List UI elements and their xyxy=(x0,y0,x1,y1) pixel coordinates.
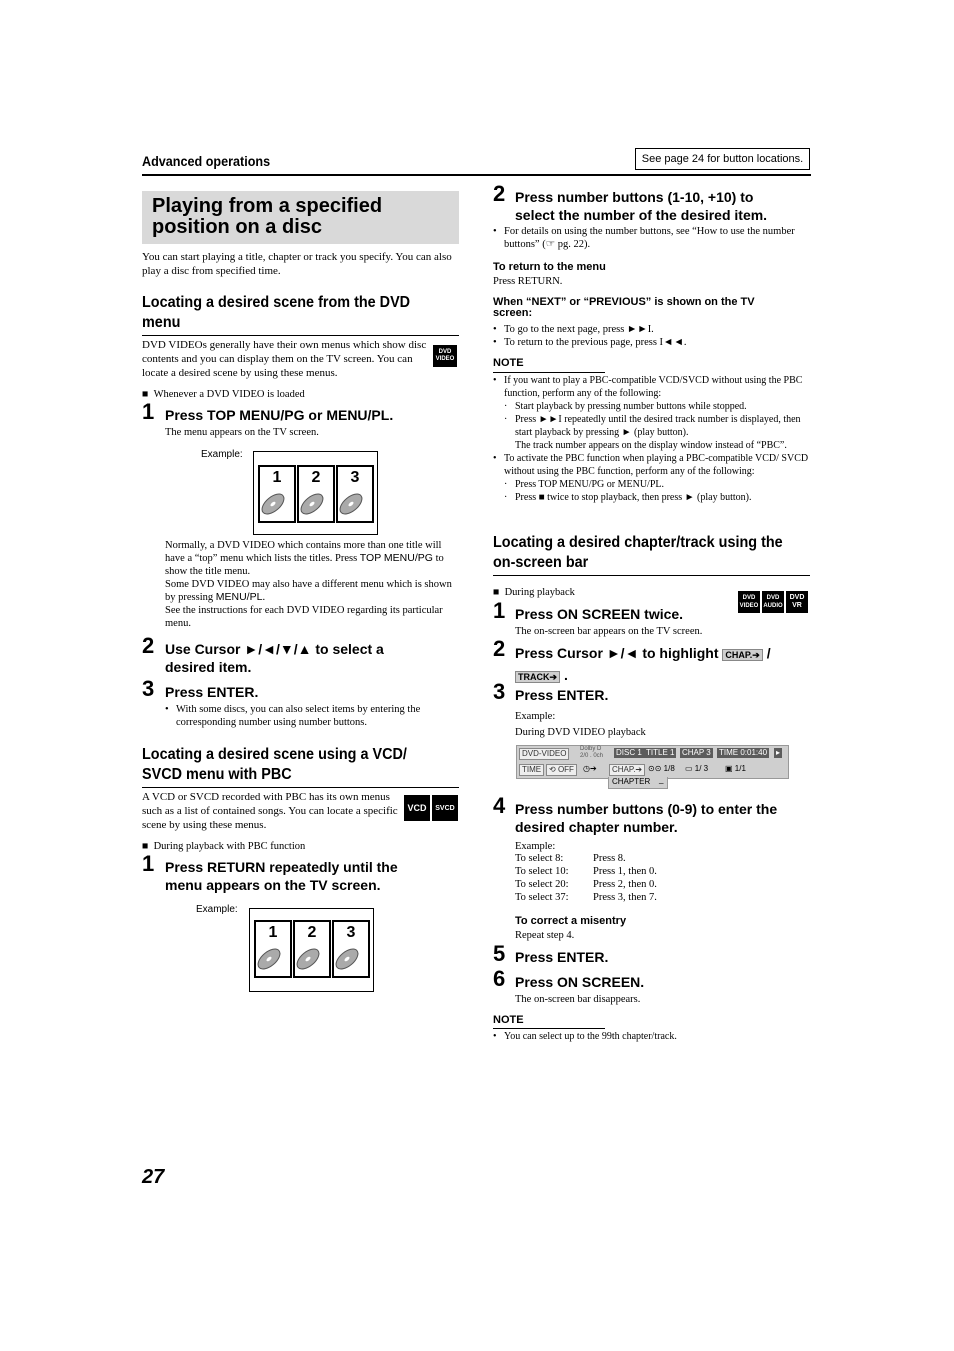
example-sub: During DVD VIDEO playback xyxy=(515,727,646,738)
step-number: 2 xyxy=(493,636,506,661)
next-prev-list: • To go to the next page, press ►►I. • To return to the previous page, press I◄◄. xyxy=(493,324,687,348)
step-number: 2 xyxy=(142,633,155,658)
chapter-note: • You can select up to the 99th chapter/track. xyxy=(493,1031,677,1042)
osd-time: TIME 0:01:40 xyxy=(719,748,768,757)
subheading: To return to the menu xyxy=(493,261,606,273)
step-number: 1 xyxy=(142,851,155,876)
dvd-video-badge: DVD VIDEO xyxy=(738,591,760,613)
note-label: NOTE xyxy=(493,357,524,369)
pbc-note-list: • If you want to play a PBC-compatible VCD/SVCD without using the PBC function, perform any of the following: · Start playback by pressing number buttons while stopped. · Press ►►I repeatedly until the desired track number is displayed, then start playback by pressing ► (play button). The track number appears on the display window instead of “PBC”. • To activate the PBC function when playing a PBC-compatible VCD/ SVCD without using the PBC function, perform any of the following: · Press TOP MENU/PG or MENU/PL. · Press ■ twice to stop playback, then press ► (play button). xyxy=(493,375,809,503)
menu-card: 2 xyxy=(297,465,335,523)
disc-icon xyxy=(338,467,372,521)
osd-next-icon: ▸ xyxy=(776,748,781,757)
step-instruction: Press TOP MENU/PG or MENU/PL. xyxy=(165,407,394,423)
step-note: • With some discs, you can also select items by entering the corresponding number using number buttons. xyxy=(165,704,421,728)
menu-card: 1 xyxy=(254,920,292,978)
header-rule xyxy=(142,174,811,176)
svcd-badge: SVCD xyxy=(432,795,458,821)
osd-audio-format: Dolby D 2/0 . 0ch xyxy=(580,746,604,759)
example-pbc-menu-screen xyxy=(249,908,374,992)
osd-angle-icon: ▣ 1/1 xyxy=(725,764,746,773)
step-number: 2 xyxy=(493,181,506,206)
step-number: 4 xyxy=(493,793,506,818)
osd-repeat: ⟲ OFF xyxy=(546,764,577,776)
osd-title: TITLE 1 xyxy=(646,748,675,757)
table-row: To select 37: Press 3, then 7. xyxy=(515,892,657,903)
step-instruction: Use Cursor ►/◄/▼/▲ to select a desired item. xyxy=(165,641,384,675)
step-instruction: Press Cursor ►/◄ to highlight CHAP.➔ / TRACK➔ . xyxy=(515,645,771,683)
menu-card: 1 xyxy=(258,465,296,523)
step-instruction: Press ON SCREEN twice. xyxy=(515,606,684,622)
osd-disc: DISC 1 xyxy=(616,748,642,757)
section2-heading: Locating a desired scene using a VCD/ SVCD menu with PBC xyxy=(142,746,407,783)
step-instruction: Press ENTER. xyxy=(515,949,609,965)
disc-icon xyxy=(334,922,368,976)
section-header: Advanced operations xyxy=(142,153,271,169)
note-label: NOTE xyxy=(493,1014,524,1026)
return-instruction: Press RETURN. xyxy=(493,276,563,287)
example-label: Example: xyxy=(515,711,556,722)
section1-rule xyxy=(142,335,459,336)
button-location-note: See page 24 for button locations. xyxy=(635,148,810,170)
dvd-video-badge: DVD VIDEO xyxy=(433,345,457,367)
section3-rule xyxy=(493,575,810,576)
step-instruction: Press number buttons (0-9) to enter the desired chapter number. xyxy=(515,801,778,835)
section3-heading: Locating a desired chapter/track using the on-screen bar xyxy=(493,534,783,571)
section1-heading: Locating a desired scene from the DVD menu xyxy=(142,294,411,331)
vcd-badge: VCD xyxy=(404,795,430,821)
disc-icon xyxy=(260,467,294,521)
osd-chapter-input: CHAPTER _ xyxy=(608,777,668,789)
table-row: To select 10: Press 1, then 0. xyxy=(515,866,657,877)
disc-icon xyxy=(295,922,329,976)
menu-card: 2 xyxy=(293,920,331,978)
example-label: Example: xyxy=(196,904,238,915)
osd-chap-button: CHAP.➔ xyxy=(609,764,645,776)
step-note: • For details on using the number buttons, see “How to use the number buttons” (☞ pg. 22). xyxy=(493,226,795,250)
correct-instruction: Repeat step 4. xyxy=(515,930,575,941)
menu-card: 3 xyxy=(336,465,374,523)
step-number: 1 xyxy=(142,399,155,424)
disc-icon xyxy=(256,922,290,976)
square-bullet-icon: ■ xyxy=(142,389,149,400)
osd-chapter: CHAP 3 xyxy=(682,748,711,757)
condition-dvd-loaded: ■ Whenever a DVD VIDEO is loaded xyxy=(142,389,305,400)
example-label: Example: xyxy=(515,841,556,852)
osd-subtitle-icon: ▭ 1/ 3 xyxy=(685,764,709,773)
section1-desc: DVD VIDEOs generally have their own menus which show disc contents and you can display them on the TV screen. You can locate a desired scene by using these menus. xyxy=(142,339,427,379)
page-title: Playing from a specified position on a disc xyxy=(152,195,383,238)
disc-icon xyxy=(299,467,333,521)
step-number: 3 xyxy=(493,679,506,704)
step-number: 5 xyxy=(493,941,506,966)
step-instruction: Press RETURN repeatedly until the menu appears on the TV screen. xyxy=(165,859,398,893)
condition-pbc: ■ During playback with PBC function xyxy=(142,841,306,852)
page-title-box xyxy=(142,191,459,244)
intro-text: You can start playing a title, chapter or track you specify. You can also play a disc from specified time. xyxy=(142,251,452,277)
table-row: To select 8: Press 8. xyxy=(515,853,626,864)
example-menu-screen xyxy=(253,451,378,535)
square-bullet-icon: ■ xyxy=(142,841,149,852)
step-instruction: Press number buttons (1-10, +10) to select the number of the desired item. xyxy=(515,189,768,223)
step-number: 3 xyxy=(142,676,155,701)
section2-desc: A VCD or SVCD recorded with PBC has its own menus such as a list of contained songs. You can locate a specific scene by using these menus. xyxy=(142,791,398,831)
step-detail: The on-screen bar appears on the TV screen. xyxy=(515,626,703,637)
step-instruction: Press ON SCREEN. xyxy=(515,974,645,990)
dvd-audio-badge: DVD AUDIO xyxy=(762,591,784,613)
condition-playback: ■ During playback xyxy=(493,587,575,598)
on-screen-bar xyxy=(516,745,789,779)
square-bullet-icon: ■ xyxy=(493,587,500,598)
step-number: 1 xyxy=(493,598,506,623)
note-rule xyxy=(493,1028,605,1029)
step-instruction: Press ENTER. xyxy=(515,687,609,703)
dvd-menu-explanation: Normally, a DVD VIDEO which contains more than one title will have a “top” menu which lists the titles. Press TOP MENU/PG to show the title menu. Some DVD VIDEO may also have a different menu which is shown by pressing MENU/PL. See the instructions for each DVD VIDEO regarding its particular menu. xyxy=(165,540,452,629)
step-detail: The menu appears on the TV screen. xyxy=(165,427,319,438)
table-row: To select 20: Press 2, then 0. xyxy=(515,879,657,890)
step-number: 6 xyxy=(493,966,506,991)
subheading: To correct a misentry xyxy=(515,915,627,927)
osd-time-button: TIME xyxy=(519,764,544,776)
menu-card: 3 xyxy=(332,920,370,978)
osd-timer-icon: ◷➔ xyxy=(583,764,597,773)
note-rule xyxy=(493,372,605,373)
osd-mode: DVD-VIDEO xyxy=(519,748,569,760)
subheading: When “NEXT” or “PREVIOUS” is shown on the TV screen: xyxy=(493,296,755,319)
step-instruction: Press ENTER. xyxy=(165,684,259,700)
dvd-vr-badge: DVD VR xyxy=(786,591,808,613)
osd-audio-icon: ⊙⊙ 1/8 xyxy=(648,764,675,773)
track-highlight: TRACK➔ xyxy=(515,671,560,683)
page-number: 27 xyxy=(142,1166,165,1188)
chap-highlight: CHAP.➔ xyxy=(722,649,762,661)
example-label: Example: xyxy=(201,449,243,460)
example-table xyxy=(515,852,657,904)
section2-rule xyxy=(142,787,459,788)
step-detail: The on-screen bar disappears. xyxy=(515,994,641,1005)
